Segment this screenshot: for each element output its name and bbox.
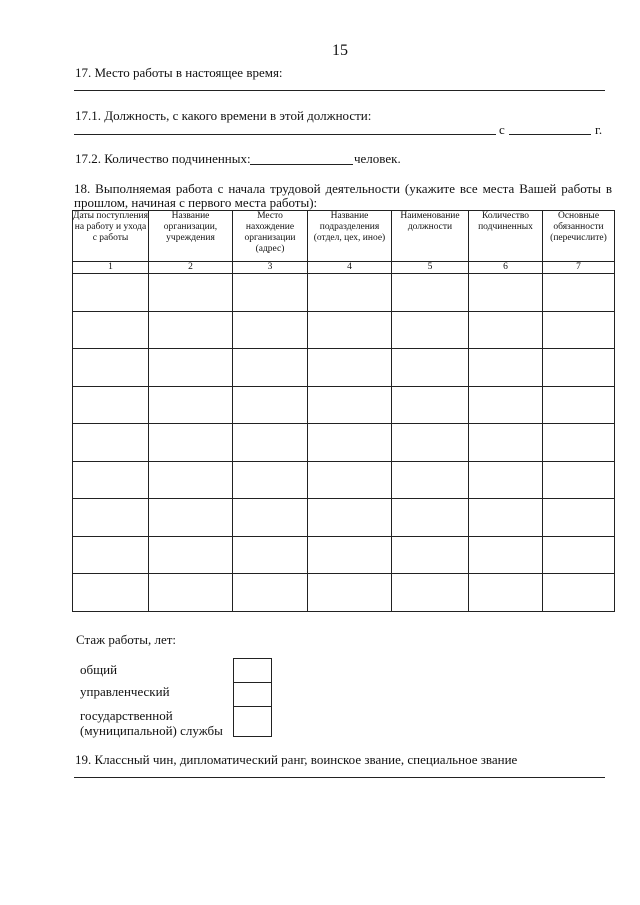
table-cell[interactable] [233,274,308,312]
table-cell[interactable] [392,461,469,499]
q18-text [74,182,612,210]
stazh-civil-label-2: (муниципальной) службы [80,723,223,738]
stazh-civil-label-1: государственной [80,708,173,723]
table-cell[interactable] [308,274,392,312]
stazh-general-label: общий [80,662,118,677]
table-row [73,386,615,424]
table-row [73,274,615,312]
table-cell[interactable] [233,311,308,349]
table-cell[interactable] [149,461,233,499]
table-cell[interactable] [149,536,233,574]
table-cell[interactable] [392,311,469,349]
table-cell[interactable] [149,349,233,387]
q17-1-position-line[interactable] [74,134,496,135]
col-header-duties: Основные обязанности (перечислите) [543,211,615,262]
q17-1-year-suffix: г. [595,122,603,137]
table-cell[interactable] [233,349,308,387]
table-cell[interactable] [233,424,308,462]
table-cell[interactable] [308,574,392,612]
table-cell[interactable] [233,574,308,612]
q17-label: 17. Место работы в настоящее время: [75,65,283,80]
table-row [73,536,615,574]
table-cell[interactable] [73,424,149,462]
table-row [73,424,615,462]
col-num: 3 [233,262,308,274]
table-cell[interactable] [73,386,149,424]
col-num: 1 [73,262,149,274]
table-cell[interactable] [469,386,543,424]
table-number-row [73,262,615,274]
q18-line2: прошлом, начиная с первого места работы): [74,195,318,210]
table-cell[interactable] [149,311,233,349]
table-cell[interactable] [469,349,543,387]
table-cell[interactable] [469,274,543,312]
table-cell[interactable] [73,274,149,312]
stazh-managerial-box[interactable] [233,682,272,707]
q17-1-label: 17.1. Должность, с какого времени в этой должности: [75,108,372,123]
table-cell[interactable] [149,274,233,312]
table-cell[interactable] [543,349,615,387]
table-cell[interactable] [149,424,233,462]
q17-1-since-line[interactable] [509,134,591,135]
q17-2-label: 17.2. Количество подчиненных: [75,151,251,166]
table-cell[interactable] [73,461,149,499]
table-cell[interactable] [308,461,392,499]
q17-2-answer-line[interactable] [250,164,353,165]
table-cell[interactable] [392,386,469,424]
table-cell[interactable] [469,499,543,537]
table-row [73,574,615,612]
q18-line1: 18. Выполняемая работа с начала трудовой деятельности (укажите все места Вашей работы в [74,181,612,196]
col-header-organization: Название организации, учреждения [149,211,233,262]
col-num: 7 [543,262,615,274]
table-cell[interactable] [308,499,392,537]
table-row [73,311,615,349]
stazh-managerial-label: управленческий [80,684,170,699]
table-cell[interactable] [469,461,543,499]
table-cell[interactable] [73,349,149,387]
table-cell[interactable] [469,311,543,349]
table-cell[interactable] [233,386,308,424]
table-cell[interactable] [73,536,149,574]
col-header-address: Место нахождение организации (адрес) [233,211,308,262]
table-cell[interactable] [469,424,543,462]
table-row [73,349,615,387]
table-cell[interactable] [308,349,392,387]
table-cell[interactable] [73,311,149,349]
col-num: 2 [149,262,233,274]
col-header-department: Название подразделения (отдел, цех, иное) [308,211,392,262]
table-cell[interactable] [543,499,615,537]
table-row [73,461,615,499]
table-cell[interactable] [392,349,469,387]
table-cell[interactable] [392,424,469,462]
col-num: 5 [392,262,469,274]
q17-answer-line[interactable] [74,90,605,91]
table-cell[interactable] [73,574,149,612]
table-cell[interactable] [392,274,469,312]
table-cell[interactable] [233,461,308,499]
table-cell[interactable] [392,499,469,537]
col-header-subordinates: Количество подчиненных [469,211,543,262]
col-header-position: Наименование должности [392,211,469,262]
table-cell[interactable] [543,424,615,462]
q19-answer-line[interactable] [74,777,605,778]
table-cell[interactable] [543,386,615,424]
col-num: 6 [469,262,543,274]
col-num: 4 [308,262,392,274]
table-cell[interactable] [469,574,543,612]
col-header-dates: Даты поступления на работу и ухода с работы [73,211,149,262]
q17-2-suffix: человек. [354,151,401,166]
work-history-table [72,210,615,612]
page-number: 15 [332,42,348,59]
q17-1-since-prefix: с [499,122,505,137]
table-cell[interactable] [543,461,615,499]
q19-label: 19. Классный чин, дипломатический ранг, воинское звание, специальное звание [75,752,518,767]
table-cell[interactable] [543,274,615,312]
stazh-title: Стаж работы, лет: [76,632,177,647]
stazh-general-box[interactable] [233,658,272,683]
table-cell[interactable] [233,536,308,574]
table-cell[interactable] [308,311,392,349]
table-cell[interactable] [543,574,615,612]
table-row [73,499,615,537]
table-cell[interactable] [73,499,149,537]
stazh-civil-box[interactable] [233,706,272,737]
table-cell[interactable] [308,536,392,574]
table-header-row [73,211,615,262]
table-cell[interactable] [233,499,308,537]
table-cell[interactable] [392,574,469,612]
table-body [73,274,615,612]
table-cell[interactable] [149,499,233,537]
table-cell[interactable] [308,386,392,424]
table-cell[interactable] [308,424,392,462]
table-cell[interactable] [392,536,469,574]
table-cell[interactable] [149,574,233,612]
table-cell[interactable] [149,386,233,424]
table-cell[interactable] [543,311,615,349]
table-cell[interactable] [469,536,543,574]
table-cell[interactable] [543,536,615,574]
